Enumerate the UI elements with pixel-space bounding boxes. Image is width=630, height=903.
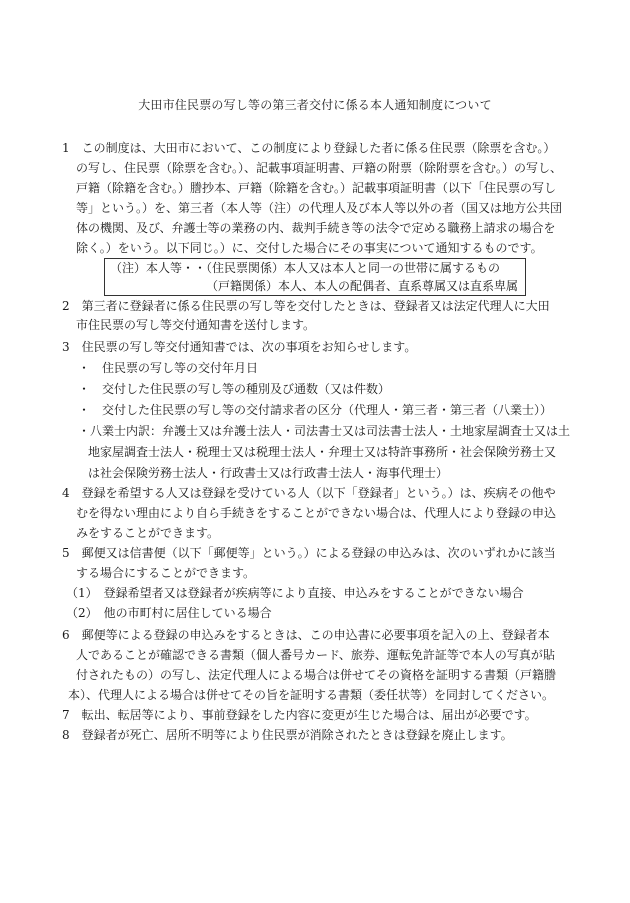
document-line: （戸籍関係）本人、本人の配偶者、直系尊属又は直系卑属 <box>206 279 519 293</box>
document-line: 戸籍（除籍を含む。）謄抄本、戸籍（除籍を含む。）記載事項証明書（以下「住民票の写し <box>76 181 557 195</box>
document-line: 4 登録を希望する人又は登録を受けている人（以下「登録者」という。）は、疾病その他や <box>62 486 556 500</box>
document-line: ・ 住民票の写し等の交付年月日 <box>78 361 259 375</box>
document-line: （1） 登録希望者又は登録者が疾病等により直接、申込みをすることができない場合 <box>66 586 524 600</box>
document-line: 人であることが確認できる書類（個人番号カード、旅券、運転免許証等で本人の写真が貼 <box>76 648 555 662</box>
document-line: 除く。）をいう。以下同じ。）に、交付した場合にその事実について通知するものです。 <box>76 241 543 255</box>
document-line: 7 転出、転居等により、事前登録をした内容に変更が生じた場合は、届出が必要です。 <box>62 708 537 722</box>
document-line: は社会保険労務士法人・行政書士又は行政書士法人・海事代理士） <box>88 466 449 480</box>
document-line: 3 住民票の写し等交付通知書では、次の事項をお知らせします。 <box>62 340 417 354</box>
document-line: 体の機関、及び、弁護士等の業務の内、裁判手続き等の法令で定める職務上請求の場合を <box>76 221 556 235</box>
document-line: する場合にすることができます。 <box>76 566 256 580</box>
document-title: 大田市住民票の写し等の第三者交付に係る本人通知制度について <box>138 98 492 112</box>
document-line: みをすることができます。 <box>76 526 220 540</box>
document-line: 等」という。）を、第三者（本人等（注）の代理人及び本人等以外の者（国又は地方公共団 <box>76 201 563 215</box>
document-line: （注）本人等・・（住民票関係）本人又は本人と同一の世帯に属するもの <box>110 261 501 275</box>
document-line: ・八業士内訳：弁護士又は弁護士法人・司法書士又は司法書士法人・土地家屋調査士又は土 <box>78 424 571 438</box>
document-line: むを得ない理由により自ら手続きをすることができない場合は、代理人により登録の申込 <box>76 506 557 520</box>
document-line: 8 登録者が死亡、居所不明等により住民票が消除されたときは登録を廃止します。 <box>62 728 513 742</box>
document-line: 6 郵便等による登録の申込みをするときは、この申込書に必要事項を記入の上、登録者本 <box>62 628 550 642</box>
document-line: 2 第三者に登録者に係る住民票の写し等を交付したときは、登録者又は法定代理人に大田 <box>62 299 550 313</box>
document-line: ・ 交付した住民票の写し等の種別及び通数（又は件数） <box>78 382 391 396</box>
document-line: 5 郵便又は信書便（以下「郵便等」という。）による登録の申込みは、次のいずれかに該当 <box>62 546 556 560</box>
document-line: 本）、代理人による場合は併せてその旨を証明する書類（委任状等）を同封してください。 <box>68 688 555 702</box>
document-line: 地家屋調査士法人・税理士又は税理士法人・弁理士又は特許事務所・社会保険労務士又 <box>88 445 557 459</box>
document-line: 市住民票の写し等交付通知書を送付します。 <box>76 318 316 332</box>
document-line: 付されたもの）の写し、法定代理人による場合は併せてその資格を証明する書類（戸籍謄 <box>76 668 557 682</box>
document-line: 1 この制度は、大田市において、この制度により登録した者に係る住民票（除票を含む。） <box>62 141 556 155</box>
document-line: ・ 交付した住民票の写し等の交付請求者の区分（代理人・第三者・第三者（八業士）） <box>78 403 553 417</box>
document-line: （2） 他の市町村に居住している場合 <box>66 606 272 620</box>
document-line: の写し、住民票（除票を含む。）、記載事項証明書、戸籍の附票（除附票を含む。）の写し、 <box>76 161 563 175</box>
